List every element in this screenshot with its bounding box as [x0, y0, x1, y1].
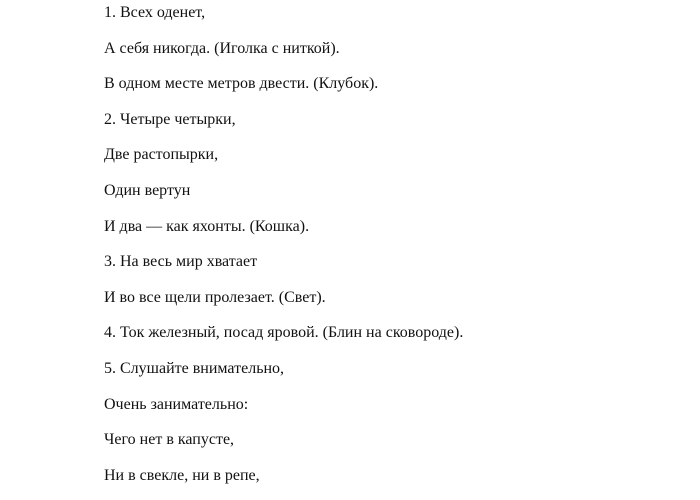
riddle-2-line-4: И два — как яхонты. (Кошка).: [104, 217, 310, 235]
riddle-1-line-2: А себя никогда. (Иголка с ниткой).: [104, 39, 340, 57]
riddle-5-line-2: Очень занимательно:: [104, 395, 249, 413]
riddles-text: [104, 0, 664, 498]
riddle-2-line-1: 2. Четыре четырки,: [104, 110, 236, 128]
riddle-1-line-1: 1. Всех оденет,: [104, 4, 206, 21]
riddle-4-line-1: 4. Ток железный, посад яровой. (Блин на сковороде).: [104, 324, 464, 342]
riddle-3-line-1: 3. На весь мир хватает: [104, 253, 258, 271]
riddle-2-line-2: Две растопырки,: [104, 146, 219, 164]
riddle-1-line-3: В одном месте метров двести. (Клубок).: [104, 75, 379, 93]
riddle-2-line-3: Один вертун: [104, 181, 191, 199]
riddle-5-line-3: Чего нет в капусте,: [104, 431, 235, 449]
riddle-3-line-2: И во все щели пролезает. (Свет).: [104, 288, 326, 306]
riddle-5-line-1: 5. Слушайте внимательно,: [104, 359, 285, 377]
riddle-5-line-4: Ни в свекле, ни в репе,: [104, 466, 260, 484]
